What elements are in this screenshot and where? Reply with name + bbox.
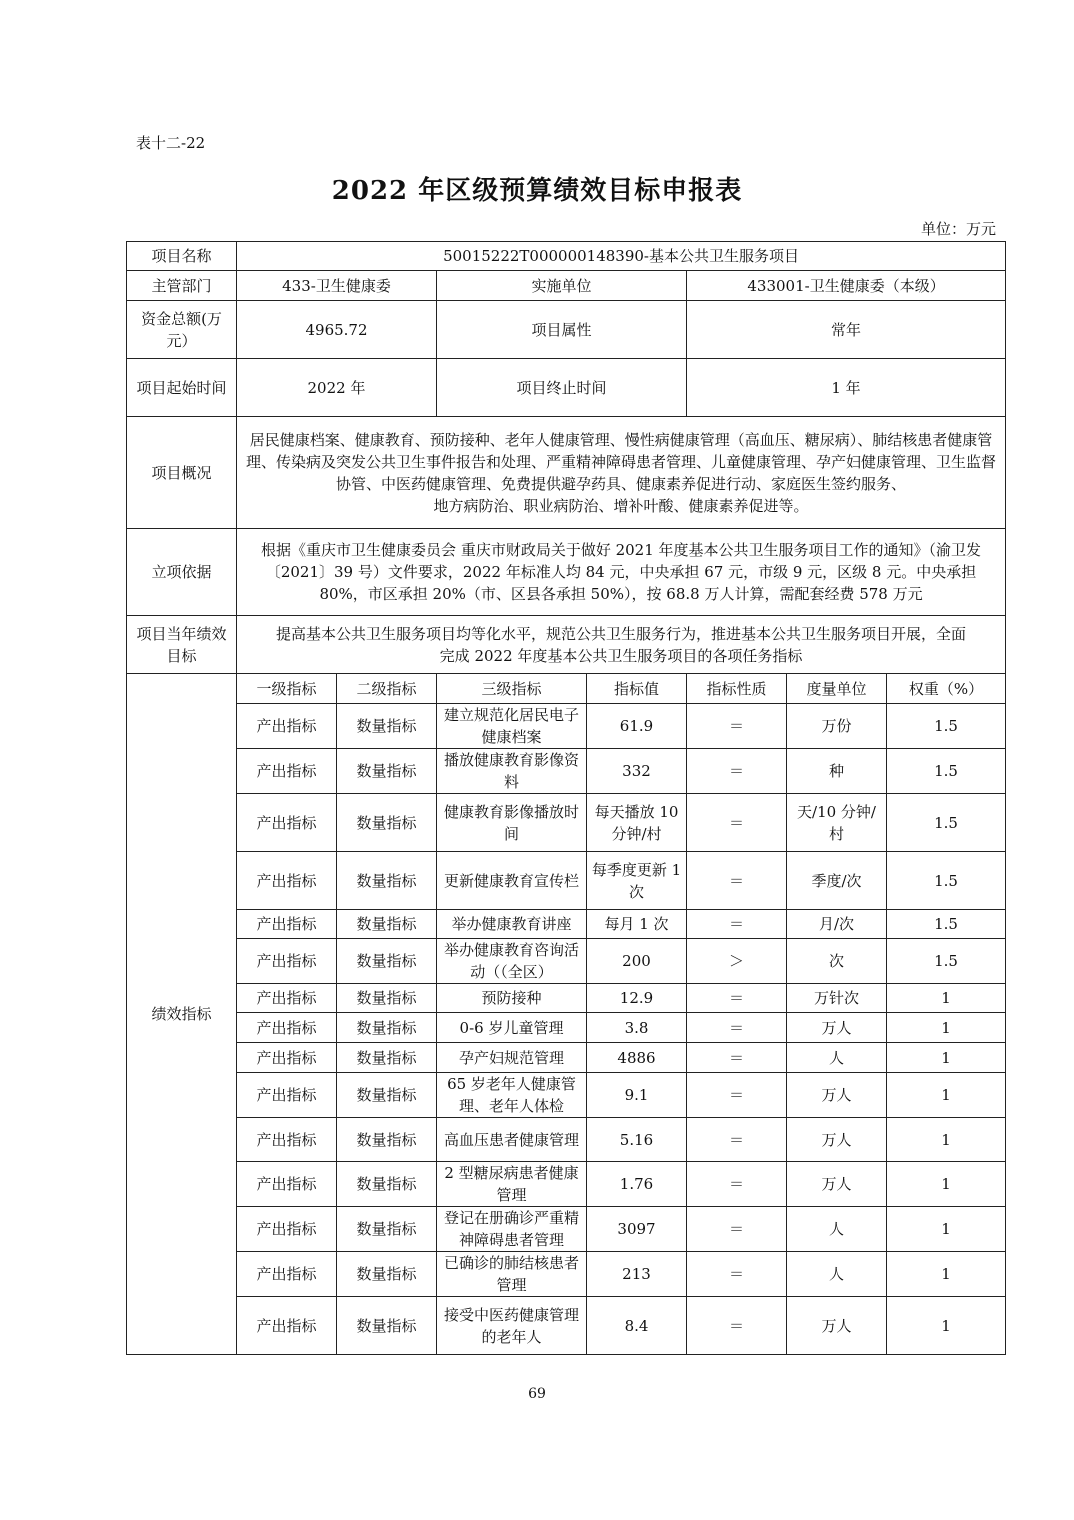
goal-last-line: 完成 2022 年度基本公共卫生服务项目的各项任务指标: [439, 646, 803, 665]
table-row: [127, 1118, 1006, 1162]
cell-level1: 产出指标: [237, 1297, 337, 1355]
cell-value: 4886: [587, 1043, 687, 1073]
cell-weight: 1: [887, 1297, 1006, 1355]
cell-level3: 举办健康教育讲座: [437, 910, 587, 939]
cell-level1: 产出指标: [237, 794, 337, 852]
indicators-label: 绩效指标: [127, 674, 237, 1355]
cell-level2: 数量指标: [337, 939, 437, 984]
header-value: 指标值: [587, 674, 687, 704]
document-id: 表十二-22: [136, 134, 206, 152]
cell-nature: ＝: [687, 984, 787, 1013]
funds-label: 资金总额(万元）: [127, 301, 237, 359]
overview-body: 居民健康档案、健康教育、预防接种、老年人健康管理、慢性病健康管理（高血压、糖尿病）、肺结核患者健康管理、传染病及突发公共卫生事件报告和处理、严重精神障碍患者管理、儿童健康管理、孕产妇健康管理、卫生监督协管、中医药健康管理、免费提供避孕药具、健康素养促进行动、家庭医生签约服务、: [246, 430, 997, 493]
page-number: 69: [528, 1386, 546, 1402]
cell-nature: ＝: [687, 1043, 787, 1073]
cell-unit: 月/次: [787, 910, 887, 939]
cell-value: 3097: [587, 1207, 687, 1252]
unit-note: 单位：万元: [920, 220, 996, 238]
start-time-value: 2022 年: [237, 359, 437, 417]
table-row: [127, 1297, 1006, 1355]
cell-value: 每月 1 次: [587, 910, 687, 939]
cell-level1: 产出指标: [237, 749, 337, 794]
goal-body: 提高基本公共卫生服务项目均等化水平，规范公共卫生服务行为，推进基本公共卫生服务项目开展，全面: [276, 624, 967, 643]
cell-weight: 1.5: [887, 910, 1006, 939]
cell-level2: 数量指标: [337, 910, 437, 939]
cell-level3: 2 型糖尿病患者健康管理: [437, 1162, 587, 1207]
cell-level3: 登记在册确诊严重精神障碍患者管理: [437, 1207, 587, 1252]
cell-value: 200: [587, 939, 687, 984]
cell-value: 5.16: [587, 1118, 687, 1162]
project-name-label: 项目名称: [127, 242, 237, 271]
goal-row: [127, 616, 1006, 674]
funds-row: [127, 301, 1006, 359]
goal-label: 项目当年绩效目标: [127, 616, 237, 674]
table-row: [127, 1162, 1006, 1207]
cell-weight: 1: [887, 1252, 1006, 1297]
cell-weight: 1.5: [887, 939, 1006, 984]
table-row: [127, 794, 1006, 852]
impl-unit-value: 433001-卫生健康委（本级）: [687, 271, 1006, 301]
table-row: [127, 749, 1006, 794]
project-attr-value: 常年: [687, 301, 1006, 359]
end-time-value: 1 年: [687, 359, 1006, 417]
cell-nature: ＝: [687, 1297, 787, 1355]
header-unit: 度量单位: [787, 674, 887, 704]
cell-weight: 1.5: [887, 749, 1006, 794]
cell-level1: 产出指标: [237, 1162, 337, 1207]
goal-text: [237, 616, 1006, 674]
cell-level3: 孕产妇规范管理: [437, 1043, 587, 1073]
cell-unit: 季度/次: [787, 852, 887, 910]
table-row: [127, 1073, 1006, 1118]
basis-text: 根据《重庆市卫生健康委员会 重庆市财政局关于做好 2021 年度基本公共卫生服务项目工作的通知》（渝卫发〔2021〕39 号）文件要求，2022 年标准人均 84 元，中央承担 67 元，市级 9 元，区级 8 元。中央承担 80%，市区承担 20%（市、区县各承担 50%），按 68.8 万人计算，需配套经费 578 万元: [237, 529, 1006, 616]
cell-level2: 数量指标: [337, 1207, 437, 1252]
end-time-label: 项目终止时间: [437, 359, 687, 417]
cell-level2: 数量指标: [337, 1162, 437, 1207]
cell-value: 213: [587, 1252, 687, 1297]
cell-value: 每季度更新 1 次: [587, 852, 687, 910]
cell-level3: 播放健康教育影像资料: [437, 749, 587, 794]
cell-weight: 1: [887, 1118, 1006, 1162]
cell-value: 332: [587, 749, 687, 794]
cell-level3: 建立规范化居民电子健康档案: [437, 704, 587, 749]
table-row: [127, 984, 1006, 1013]
table-row: [127, 852, 1006, 910]
cell-weight: 1: [887, 1207, 1006, 1252]
cell-value: 12.9: [587, 984, 687, 1013]
cell-level2: 数量指标: [337, 1252, 437, 1297]
cell-level3: 高血压患者健康管理: [437, 1118, 587, 1162]
cell-unit: 人: [787, 1252, 887, 1297]
cell-weight: 1.5: [887, 704, 1006, 749]
budget-target-table: [126, 241, 1006, 1355]
cell-level2: 数量指标: [337, 1118, 437, 1162]
cell-unit: 种: [787, 749, 887, 794]
cell-level1: 产出指标: [237, 1118, 337, 1162]
cell-level1: 产出指标: [237, 910, 337, 939]
header-level2: 二级指标: [337, 674, 437, 704]
cell-nature: ＝: [687, 852, 787, 910]
cell-level1: 产出指标: [237, 1013, 337, 1043]
cell-unit: 万人: [787, 1073, 887, 1118]
cell-level1: 产出指标: [237, 939, 337, 984]
cell-unit: 万人: [787, 1013, 887, 1043]
cell-unit: 天/10 分钟/村: [787, 794, 887, 852]
cell-value: 3.8: [587, 1013, 687, 1043]
table-row: [127, 939, 1006, 984]
cell-level1: 产出指标: [237, 852, 337, 910]
cell-nature: ＝: [687, 1207, 787, 1252]
table-row: [127, 1252, 1006, 1297]
page-title: 2022 年区级预算绩效目标申报表: [331, 176, 743, 206]
cell-level2: 数量指标: [337, 1073, 437, 1118]
basis-label: 立项依据: [127, 529, 237, 616]
cell-level2: 数量指标: [337, 1043, 437, 1073]
overview-text: [237, 417, 1006, 529]
cell-level3: 已确诊的肺结核患者管理: [437, 1252, 587, 1297]
cell-weight: 1.5: [887, 794, 1006, 852]
dept-row: [127, 271, 1006, 301]
dept-label: 主管部门: [127, 271, 237, 301]
cell-value: 1.76: [587, 1162, 687, 1207]
project-name-row: [127, 242, 1006, 271]
table-row: [127, 910, 1006, 939]
project-attr-label: 项目属性: [437, 301, 687, 359]
cell-level2: 数量指标: [337, 1297, 437, 1355]
cell-value: 8.4: [587, 1297, 687, 1355]
table-row: [127, 704, 1006, 749]
cell-level1: 产出指标: [237, 704, 337, 749]
cell-level1: 产出指标: [237, 1207, 337, 1252]
cell-level2: 数量指标: [337, 984, 437, 1013]
cell-level2: 数量指标: [337, 1013, 437, 1043]
overview-label: 项目概况: [127, 417, 237, 529]
cell-level2: 数量指标: [337, 749, 437, 794]
header-nature: 指标性质: [687, 674, 787, 704]
cell-nature: ＝: [687, 1252, 787, 1297]
cell-level1: 产出指标: [237, 1073, 337, 1118]
cell-nature: ＝: [687, 910, 787, 939]
overview-last-line: 地方病防治、职业病防治、增补叶酸、健康素养促进等。: [433, 496, 809, 515]
funds-value: 4965.72: [237, 301, 437, 359]
header-level3: 三级指标: [437, 674, 587, 704]
cell-value: 每天播放 10 分钟/村: [587, 794, 687, 852]
cell-level3: 更新健康教育宣传栏: [437, 852, 587, 910]
cell-unit: 人: [787, 1043, 887, 1073]
project-name-value: 50015222T000000148390-基本公共卫生服务项目: [237, 242, 1006, 271]
cell-level1: 产出指标: [237, 984, 337, 1013]
cell-nature: ＝: [687, 1162, 787, 1207]
impl-unit-label: 实施单位: [437, 271, 687, 301]
header-level1: 一级指标: [237, 674, 337, 704]
cell-value: 9.1: [587, 1073, 687, 1118]
cell-weight: 1: [887, 1073, 1006, 1118]
cell-level3: 65 岁老年人健康管理、老年人体检: [437, 1073, 587, 1118]
cell-weight: 1: [887, 1162, 1006, 1207]
start-time-label: 项目起始时间: [127, 359, 237, 417]
cell-unit: 万人: [787, 1162, 887, 1207]
table-row: [127, 1013, 1006, 1043]
basis-row: [127, 529, 1006, 616]
cell-nature: ＝: [687, 704, 787, 749]
cell-level1: 产出指标: [237, 1252, 337, 1297]
overview-row: [127, 417, 1006, 529]
cell-nature: ＝: [687, 1013, 787, 1043]
period-row: [127, 359, 1006, 417]
cell-nature: ＝: [687, 1073, 787, 1118]
header-weight: 权重（%）: [887, 674, 1006, 704]
cell-value: 61.9: [587, 704, 687, 749]
cell-level3: 举办健康教育咨询活动（（全区）: [437, 939, 587, 984]
cell-nature: ＝: [687, 1118, 787, 1162]
cell-unit: 万份: [787, 704, 887, 749]
cell-weight: 1: [887, 1013, 1006, 1043]
cell-unit: 万人: [787, 1118, 887, 1162]
cell-nature: ＝: [687, 794, 787, 852]
cell-level2: 数量指标: [337, 794, 437, 852]
cell-unit: 次: [787, 939, 887, 984]
cell-nature: ＞: [687, 939, 787, 984]
cell-weight: 1.5: [887, 852, 1006, 910]
cell-unit: 人: [787, 1207, 887, 1252]
cell-weight: 1: [887, 984, 1006, 1013]
cell-level3: 健康教育影像播放时间: [437, 794, 587, 852]
cell-level3: 接受中医药健康管理的老年人: [437, 1297, 587, 1355]
cell-unit: 万针次: [787, 984, 887, 1013]
cell-level2: 数量指标: [337, 852, 437, 910]
cell-nature: ＝: [687, 749, 787, 794]
cell-level3: 0-6 岁儿童管理: [437, 1013, 587, 1043]
cell-level3: 预防接种: [437, 984, 587, 1013]
cell-level1: 产出指标: [237, 1043, 337, 1073]
cell-unit: 万人: [787, 1297, 887, 1355]
cell-level2: 数量指标: [337, 704, 437, 749]
dept-value: 433-卫生健康委: [237, 271, 437, 301]
cell-weight: 1: [887, 1043, 1006, 1073]
table-row: [127, 1043, 1006, 1073]
indicator-header-row: [127, 674, 1006, 704]
table-row: [127, 1207, 1006, 1252]
